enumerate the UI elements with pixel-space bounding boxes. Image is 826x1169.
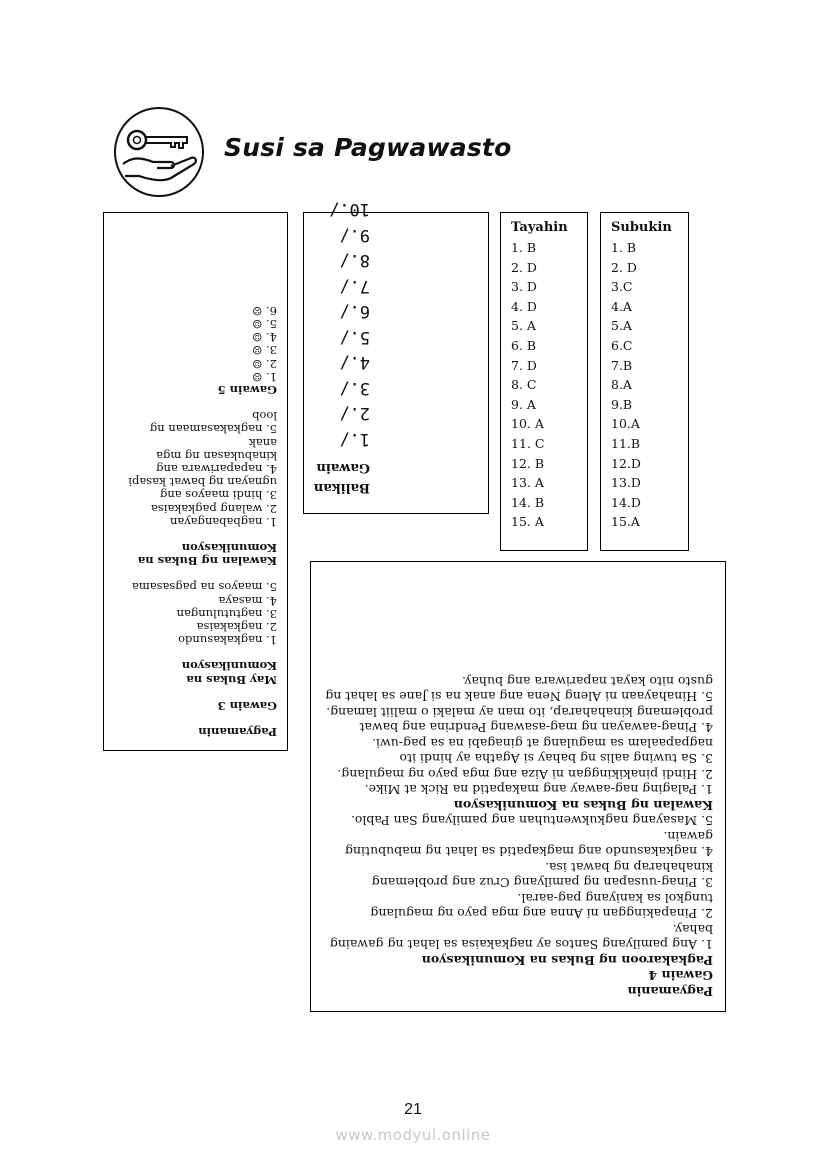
list-item: 8. C bbox=[511, 377, 537, 393]
list-item: 11. C bbox=[511, 435, 545, 451]
list-item: 12. B bbox=[511, 455, 545, 471]
list-item: 7. D bbox=[511, 357, 537, 373]
list-item: 3. Sa tuwing aalis ng bahay si Agatha ay hindi ito nagpapaalam sa magulang at ginagabi na sa pag-uwi. bbox=[372, 736, 713, 767]
balikan-list bbox=[304, 196, 370, 451]
gawain4-heading: Gawain 4 bbox=[648, 968, 713, 984]
tayahin-box bbox=[500, 212, 588, 551]
list-item: 5. A bbox=[511, 318, 536, 334]
list-item: 1. Ang pamilyang Santos ay nagkakaisa sa lahat ng gawaing bahay. bbox=[329, 922, 713, 953]
list-item: 3.C bbox=[611, 279, 633, 295]
pagyamanin-gawain4-box bbox=[310, 561, 726, 1012]
list-item: 6./ bbox=[339, 301, 370, 322]
gawain5-heading: Gawain 5 bbox=[217, 382, 277, 397]
list-item: 1. B bbox=[511, 240, 537, 255]
list-item: 4.A bbox=[611, 298, 632, 314]
list-item: 2. Pinapakinggan ni Anna ang mga payo ng magulang tungkol sa kaniyang pag-aaral. bbox=[370, 891, 713, 922]
gawain-heading: Gawain bbox=[316, 460, 370, 475]
list-item: 4. Pinag-aawayan ng mag-asawang Pendrina ang bawat problemang kinahaharap, ito man ay malaki o maliit lamang. bbox=[326, 705, 713, 736]
may-bukas-heading: Komunikasyon bbox=[181, 659, 277, 674]
list-item: 1. Palaging nag-aaway ang makapatid na Rick at Mike. bbox=[364, 782, 713, 798]
list-item: 10. A bbox=[511, 416, 544, 432]
list-item: 5. nagkakasamaan ng bbox=[149, 422, 277, 437]
list-item: 9. A bbox=[511, 396, 536, 412]
list-item: 2. walang pagkakaisa bbox=[151, 501, 277, 516]
subukin-list bbox=[611, 238, 688, 532]
kawalan-heading: Komunikasyon bbox=[181, 540, 277, 555]
list-item: 10.A bbox=[611, 416, 640, 432]
list-item: 9.B bbox=[611, 396, 633, 412]
list-item: 2. D bbox=[511, 259, 537, 275]
list-item: 15.A bbox=[611, 514, 640, 530]
balikan-box bbox=[303, 199, 489, 514]
list-item: 3. nagtutulungan bbox=[176, 606, 277, 621]
list-item: 2./ bbox=[339, 403, 370, 424]
list-item: ugnayan ng bawat kasapi bbox=[128, 475, 277, 490]
watermark: www.modyul.online bbox=[335, 1126, 491, 1144]
list-item: 5./ bbox=[339, 327, 370, 347]
list-item: 5. ☺ bbox=[252, 316, 277, 331]
page-number: 21 bbox=[404, 1101, 422, 1118]
list-item: 4. masaya bbox=[218, 593, 277, 608]
list-item: 1. nagkakasundo bbox=[178, 633, 277, 648]
list-item: 4. napapariwara ang bbox=[156, 461, 277, 476]
list-item: anak bbox=[248, 435, 277, 450]
list-item: 7./ bbox=[339, 276, 370, 296]
tayahin-heading: Tayahin bbox=[511, 220, 568, 235]
subukin-box bbox=[600, 212, 689, 551]
list-item: 14.D bbox=[611, 494, 641, 510]
list-item: 11.B bbox=[611, 435, 641, 451]
list-item: 1. nagbabangayan bbox=[169, 514, 277, 529]
list-item: 12.D bbox=[611, 455, 641, 471]
list-item: 15. A bbox=[511, 514, 544, 530]
list-item: 3. Pinag-uusapan ng pamilyang Cruz ang problemang kinahaharap ng bawat isa. bbox=[371, 860, 713, 891]
pagyamanin-heading: Pagyamanin bbox=[198, 725, 277, 739]
list-item: 5. maayos na pagsasama bbox=[132, 580, 277, 595]
key-hand-icon bbox=[113, 106, 205, 198]
list-item: 6.C bbox=[611, 337, 633, 353]
list-item: 5. Masayang nagkukwentuhan ang pamilyang San Pablo. bbox=[351, 813, 713, 829]
list-item: 9./ bbox=[339, 225, 370, 245]
list-item: 4. D bbox=[511, 298, 537, 314]
list-item: 6. B bbox=[511, 337, 537, 353]
kawalan-heading: Kawalan ng Bukas na Komunikasyon bbox=[453, 798, 713, 813]
gawain3-heading: Gawain 3 bbox=[217, 698, 277, 713]
list-item: 1. ☹ bbox=[252, 369, 277, 384]
list-item: 5. Hinahayaan ni Aleng Nena ang anak na si Jane sa lahat ng gusto nito kayat napariwara ang buhay. bbox=[325, 674, 713, 705]
list-item: 4. ☺ bbox=[252, 330, 277, 345]
list-item: 2. Hindi pinakikinggan ni Aiza ang mga payo ng magulang. bbox=[337, 767, 713, 782]
list-item: 1./ bbox=[339, 429, 370, 449]
list-item: 13. A bbox=[511, 475, 544, 491]
list-item: 1. B bbox=[611, 240, 637, 255]
page-title: Susi sa Pagwawasto bbox=[224, 133, 512, 162]
list-item: 3./ bbox=[339, 378, 370, 398]
list-item: 10./ bbox=[329, 199, 370, 220]
list-item: 14. B bbox=[511, 494, 545, 510]
pagyamanin-heading: Pagyamanin bbox=[627, 984, 713, 999]
list-item: 2. ☺ bbox=[252, 356, 277, 371]
list-item: 3. ☹ bbox=[252, 343, 277, 358]
may-bukas-heading: May Bukas na bbox=[186, 672, 277, 687]
list-item: loob bbox=[252, 409, 277, 424]
pagyamanin-gawain3-box bbox=[103, 212, 288, 751]
pagkakaroon-heading: Pagkakaroon ng Bukas na Komunikasyon bbox=[421, 953, 713, 968]
tayahin-list bbox=[511, 238, 587, 532]
list-item: 2. nagkakaisa bbox=[196, 619, 277, 634]
subukin-heading: Subukin bbox=[611, 220, 672, 235]
list-item: 4./ bbox=[339, 352, 370, 373]
list-item: 8.A bbox=[611, 377, 632, 393]
list-item: 8./ bbox=[339, 250, 370, 271]
list-item: 7.B bbox=[611, 357, 633, 373]
list-item: 3. D bbox=[511, 279, 537, 295]
list-item: 2. D bbox=[611, 259, 637, 275]
list-item: 3. hindi maayos ang bbox=[159, 488, 277, 503]
list-item: 13.D bbox=[611, 475, 641, 491]
list-item: 4. nagkakasundo ang magkapatid sa lahat ng mabubuting gawain. bbox=[344, 829, 713, 860]
list-item: 5.A bbox=[611, 318, 632, 334]
list-item: 6. ☹ bbox=[252, 303, 277, 318]
kawalan-heading: Kawalan ng Bukas na bbox=[137, 554, 277, 569]
list-item: kinabukasan ng mga bbox=[156, 448, 277, 463]
balikan-heading: Balikan bbox=[313, 480, 370, 495]
